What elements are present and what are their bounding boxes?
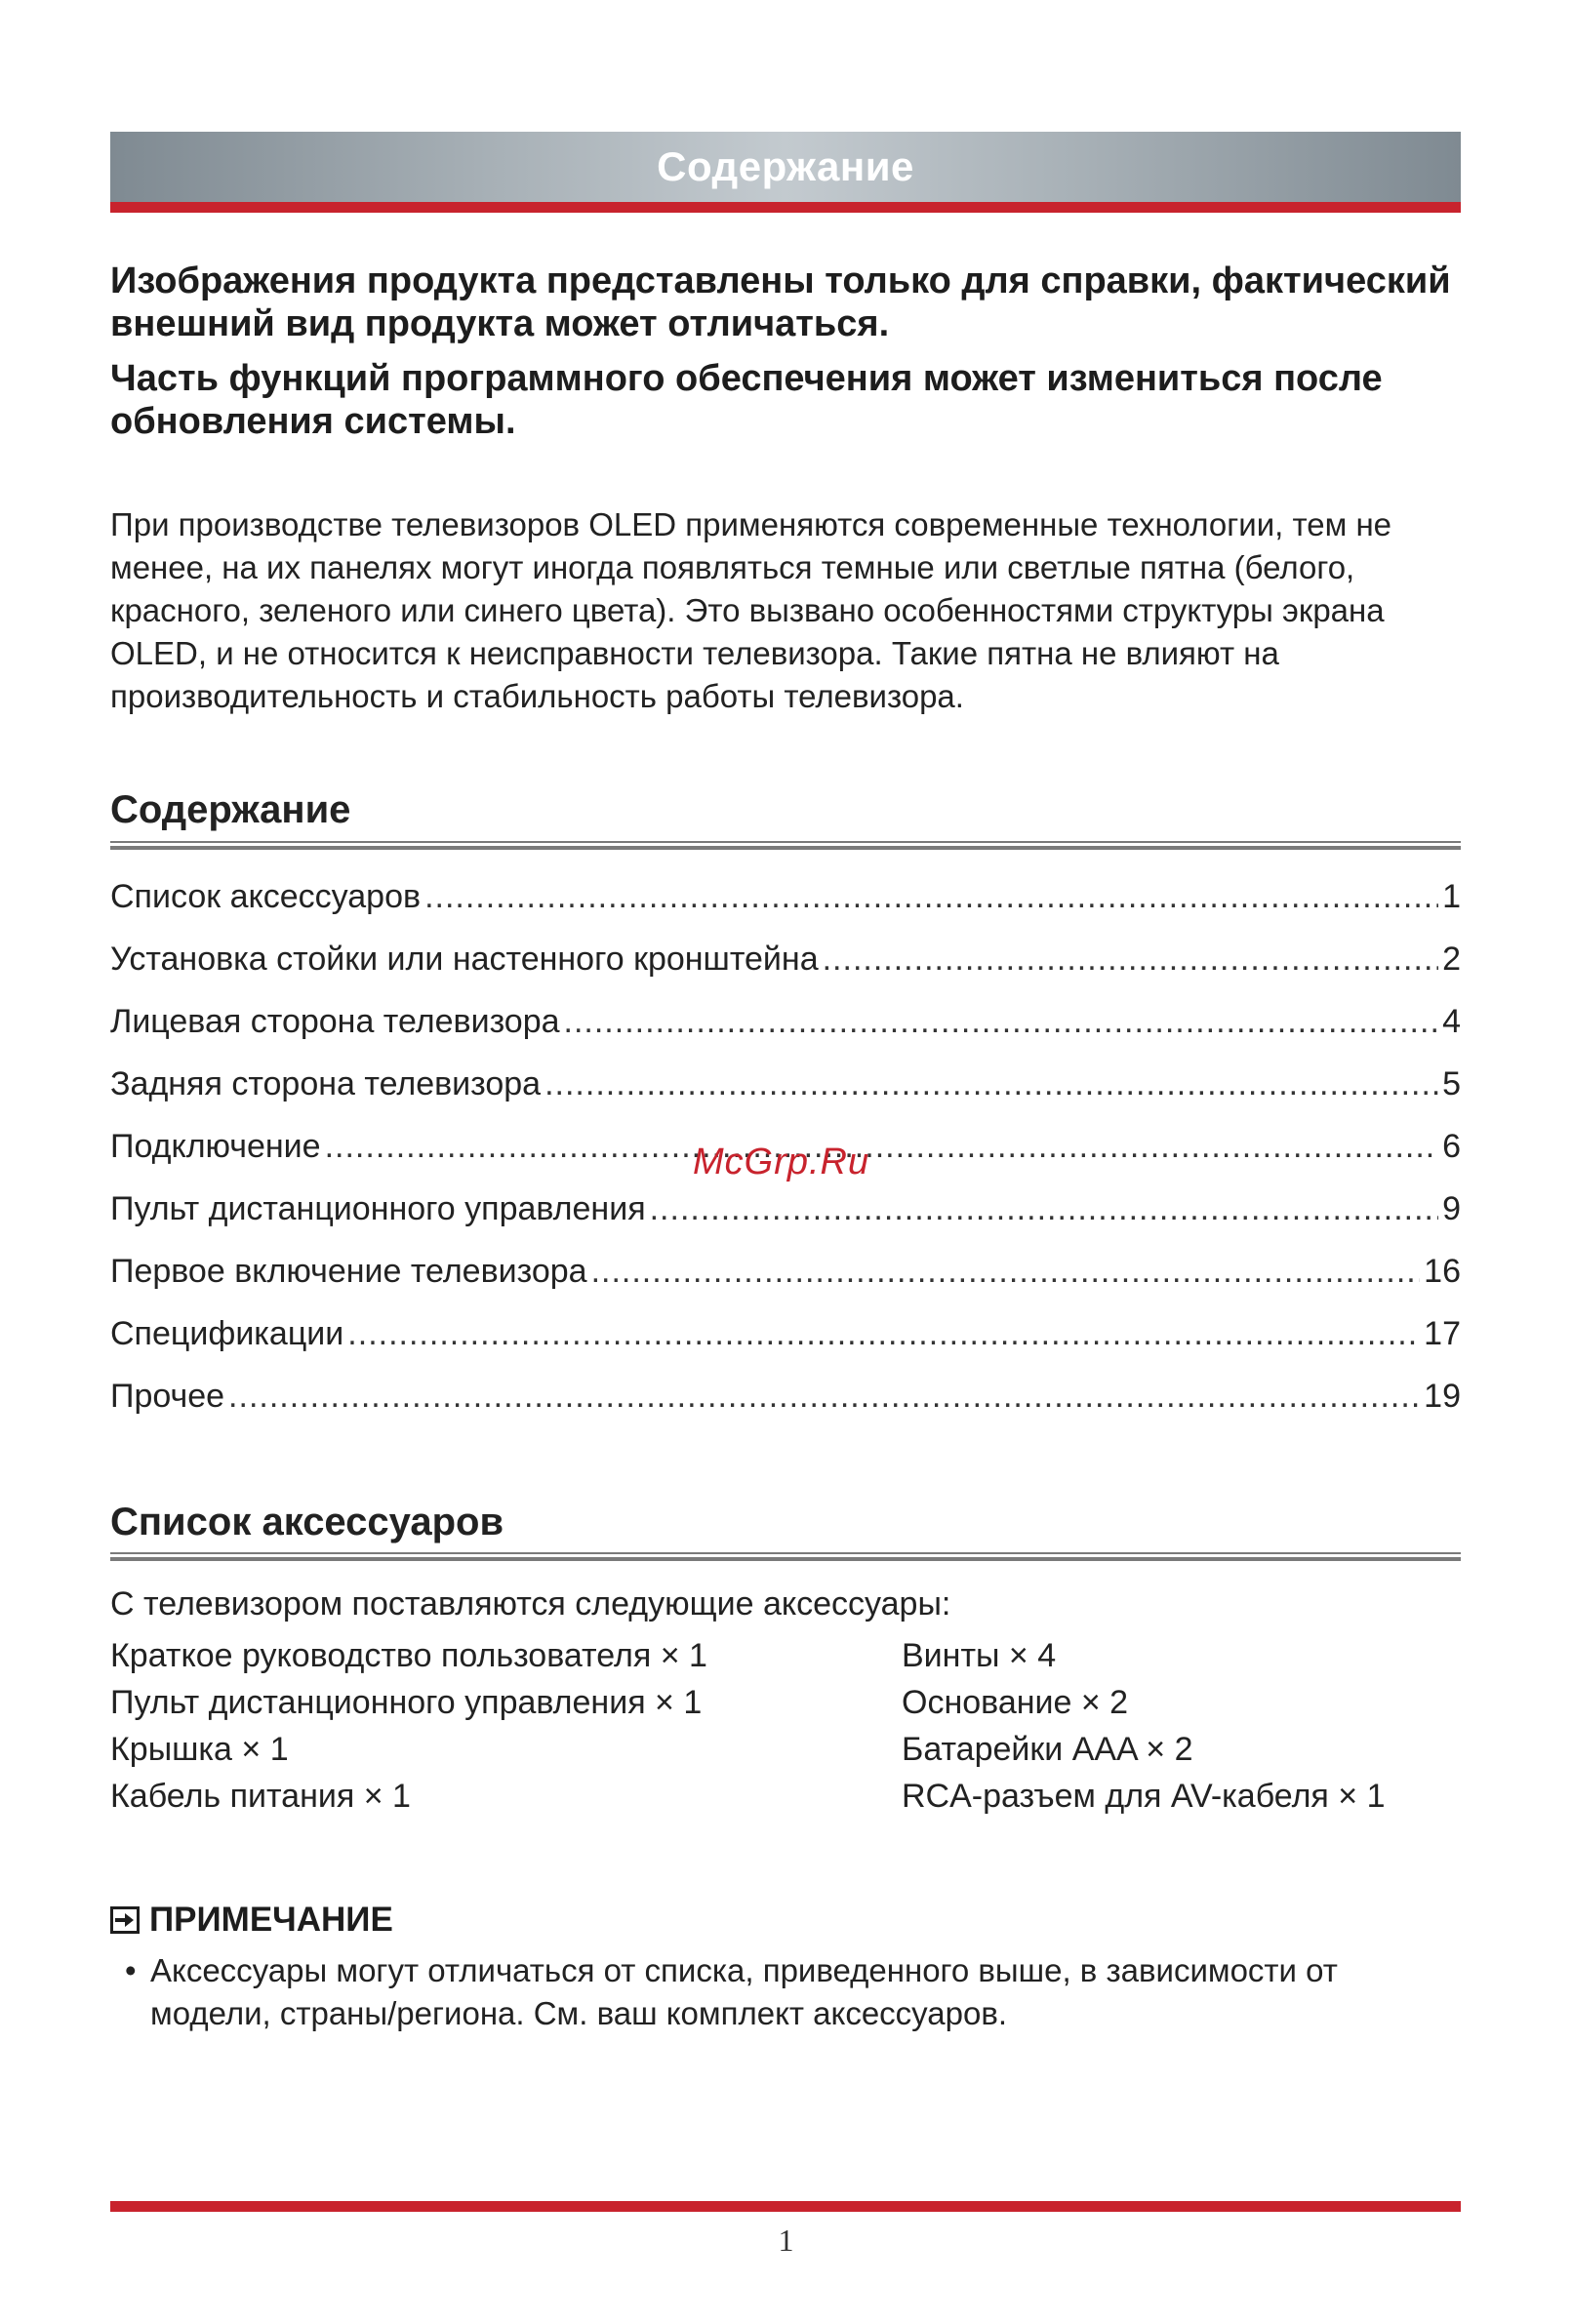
note-heading: ПРИМЕЧАНИЕ [149, 1901, 393, 1939]
toc-entry-page: 2 [1442, 941, 1461, 978]
accessory-item: Краткое руководство пользователя × 1 [110, 1637, 707, 1674]
disclaimer-software: Часть функций программного обеспечения может измениться после обновления системы. [110, 358, 1383, 442]
contents-heading: Содержание [110, 788, 351, 831]
accessory-item: Основание × 2 [902, 1684, 1129, 1721]
toc-leader [564, 1003, 1439, 1041]
toc-entry-label: Прочее [110, 1378, 225, 1415]
page-number: 1 [778, 2223, 794, 2258]
toc-leader [544, 1065, 1438, 1103]
toc-entry-page: 17 [1424, 1315, 1461, 1352]
accessories-heading: Список аксессуаров [110, 1501, 504, 1543]
footer-accent-bar [110, 2201, 1461, 2212]
header-title: Содержание [657, 143, 914, 189]
toc-entry-label: Подключение [110, 1128, 321, 1165]
toc-leader [347, 1315, 1420, 1353]
accessory-item: Крышка × 1 [110, 1731, 289, 1768]
toc-entry[interactable] [110, 1190, 1461, 1253]
toc-leader [424, 878, 1438, 916]
toc-entry[interactable] [110, 1378, 1461, 1440]
disclaimer-image: Изображения продукта представлены только для справки, фактический внешний вид продукта может отличаться. [110, 260, 1451, 344]
header-banner [110, 132, 1461, 202]
toc-entry-page: 4 [1442, 1003, 1461, 1040]
header-accent-bar [110, 202, 1461, 213]
toc-entry-page: 19 [1424, 1378, 1461, 1415]
toc-entry-page: 9 [1442, 1190, 1461, 1227]
toc-entry-page: 1 [1442, 878, 1461, 915]
accessory-item: Пульт дистанционного управления × 1 [110, 1684, 703, 1721]
toc-leader [650, 1190, 1438, 1228]
accessory-item: RCA-разъем для AV-кабеля × 1 [902, 1778, 1386, 1815]
toc-leader [591, 1253, 1421, 1291]
toc-entry-label: Первое включение телевизора [110, 1253, 587, 1290]
accessories-intro: С телевизором поставляются следующие аксессуары: [110, 1585, 951, 1623]
note-bullet: • [125, 1952, 137, 1988]
note-heading-row [110, 1901, 393, 1940]
toc-leader [823, 941, 1438, 979]
toc-entry-page: 6 [1442, 1128, 1461, 1165]
toc-entry[interactable] [110, 1065, 1461, 1128]
toc-entry[interactable] [110, 1003, 1461, 1065]
note-arrow-icon [110, 1906, 140, 1934]
toc-entry-label: Лицевая сторона телевизора [110, 1003, 560, 1040]
toc-entry[interactable] [110, 878, 1461, 941]
toc-entry-label: Задняя сторона телевизора [110, 1065, 542, 1102]
accessories-list-left [110, 1632, 707, 1820]
toc-entry-label: Список аксессуаров [110, 878, 422, 915]
contents-divider [110, 841, 1461, 850]
oled-notice: При производстве телевизоров OLED применяются современные технологии, тем не менее, на их панелях могут иногда появляться темные или светлые пятна (белого, красного, зеленого или синего цвета). Это вызвано особенностями структуры экрана OLED, и не относится к неисправности телевизора. Такие пятна не влияют на производительность и стабильность работы телевизора. [110, 506, 1392, 714]
accessory-item: Кабель питания × 1 [110, 1778, 411, 1815]
toc-leader [325, 1128, 1438, 1166]
toc-entry-page: 16 [1424, 1253, 1461, 1290]
accessories-divider [110, 1552, 1461, 1561]
toc-entry[interactable] [110, 1253, 1461, 1315]
toc-leader [228, 1378, 1420, 1416]
accessory-item: Винты × 4 [902, 1637, 1057, 1674]
toc-entry-page: 5 [1442, 1065, 1461, 1102]
accessory-item: Батарейки AAA × 2 [902, 1731, 1193, 1768]
toc-entry-label: Пульт дистанционного управления [110, 1190, 646, 1227]
toc-entry-label: Спецификации [110, 1315, 344, 1352]
toc-entry-label: Установка стойки или настенного кронштейна [110, 941, 819, 978]
note-text: Аксессуары могут отличаться от списка, приведенного выше, в зависимости от модели, страны/региона. См. ваш комплект аксессуаров. [150, 1952, 1338, 2031]
watermark: McGrp.Ru [693, 1142, 870, 1182]
toc-entry[interactable] [110, 941, 1461, 1003]
toc-entry[interactable] [110, 1315, 1461, 1378]
accessories-list-right [902, 1632, 1386, 1820]
